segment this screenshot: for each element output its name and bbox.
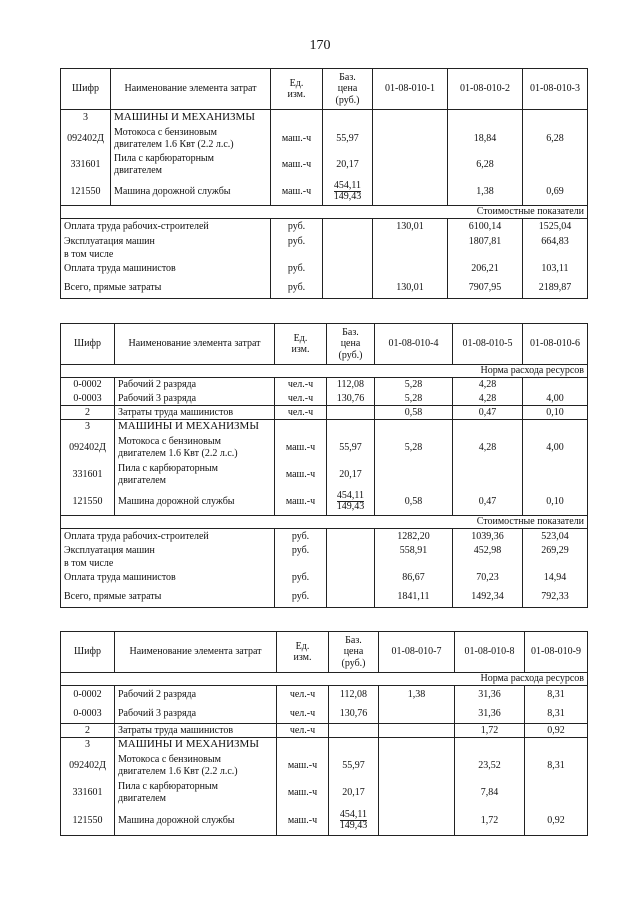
price-cell: 55,97 (329, 752, 379, 780)
table-row (61, 738, 588, 752)
header-col-5: 01-08-010-5 (453, 324, 523, 365)
price-cell: 20,17 (327, 462, 375, 488)
value-cell (373, 152, 448, 178)
value-cell: 1,72 (455, 806, 525, 836)
table-row (61, 806, 588, 836)
header-unit: Ед. изм. (275, 324, 327, 365)
name-cell: Оплата труда машинистов (61, 262, 271, 277)
resource-table-1 (60, 68, 588, 299)
value-cell: 31,36 (455, 686, 525, 704)
table-row (61, 249, 588, 262)
value-cell: 1492,34 (453, 586, 523, 608)
header-unit: Ед. изм. (277, 632, 329, 673)
value-cell: 103,11 (523, 262, 588, 277)
header-col-6: 01-08-010-6 (523, 324, 588, 365)
value-cell (375, 462, 453, 488)
caption-row (61, 516, 588, 529)
value-cell: 5,28 (375, 392, 453, 406)
header-price: Баз. цена (руб.) (327, 324, 375, 365)
price-cell: 55,97 (323, 126, 373, 152)
name-cell: Машина дорожной службы (111, 178, 271, 206)
name-cell: в том числе (61, 558, 275, 571)
costs-caption: Стоимостные показатели (61, 206, 588, 219)
table-row (61, 780, 588, 806)
table-row (61, 152, 588, 178)
table-row (61, 277, 588, 299)
value-cell: 0,47 (453, 488, 523, 516)
value-cell (379, 752, 455, 780)
caption-row (61, 206, 588, 219)
name-cell: Мотокоса с бензиновым двигателем 1.6 Квт (2.2 л.с.) (115, 434, 275, 462)
value-cell (379, 780, 455, 806)
code-cell: 3 (61, 110, 111, 126)
table-row (61, 392, 588, 406)
name-cell: Затраты труда машинистов (115, 724, 277, 738)
value-cell (379, 806, 455, 836)
table-row (61, 571, 588, 586)
name-cell: Мотокоса с бензиновым двигателем 1.6 Квт (2.2 л.с.) (115, 752, 277, 780)
unit-cell: руб. (271, 277, 323, 299)
name-cell: Пила с карбюраторным двигателем (115, 462, 275, 488)
name-cell: Оплата труда рабочих-строителей (61, 219, 271, 235)
value-cell: 0,92 (525, 724, 588, 738)
unit-cell: руб. (275, 586, 327, 608)
code-cell: 092402Д (61, 752, 115, 780)
value-cell: 7907,95 (448, 277, 523, 299)
header-name: Наименование элемента затрат (111, 69, 271, 110)
caption-row (61, 365, 588, 378)
value-cell: 8,31 (525, 704, 588, 724)
value-cell: 6,28 (448, 152, 523, 178)
name-cell: Машина дорожной службы (115, 806, 277, 836)
resource-table-2 (60, 323, 588, 608)
value-cell: 664,83 (523, 235, 588, 249)
header-col-9: 01-08-010-9 (525, 632, 588, 673)
code-cell: 121550 (61, 806, 115, 836)
table-header-row (61, 324, 588, 365)
price-cell: 112,08 (327, 378, 375, 392)
price-cell: 20,17 (323, 152, 373, 178)
header-col-4: 01-08-010-4 (375, 324, 453, 365)
value-cell: 4,28 (453, 434, 523, 462)
table-row (61, 686, 588, 704)
unit-cell: маш.-ч (277, 780, 329, 806)
table-row (61, 704, 588, 724)
name-cell: Пила с карбюраторным двигателем (111, 152, 271, 178)
norms-caption: Норма расхода ресурсов (61, 673, 588, 686)
value-cell: 0,47 (453, 406, 523, 420)
code-cell: 121550 (61, 178, 111, 206)
unit-cell: чел.-ч (277, 724, 329, 738)
table-row (61, 178, 588, 206)
code-cell: 092402Д (61, 434, 115, 462)
value-cell: 23,52 (455, 752, 525, 780)
name-cell: Мотокоса с бензиновым двигателем 1.6 Квт (2.2 л.с.) (111, 126, 271, 152)
section-title: МАШИНЫ И МЕХАНИЗМЫ (111, 110, 271, 126)
unit-cell: маш.-ч (277, 752, 329, 780)
code-cell: 0-0002 (61, 378, 115, 392)
value-cell: 4,00 (523, 392, 588, 406)
code-cell: 0-0003 (61, 704, 115, 724)
value-cell: 1,38 (448, 178, 523, 206)
price-cell: 112,08 (329, 686, 379, 704)
value-cell (453, 462, 523, 488)
value-cell: 1,72 (455, 724, 525, 738)
name-cell: Затраты труда машинистов (115, 406, 275, 420)
header-code: Шифр (61, 632, 115, 673)
table-row (61, 558, 588, 571)
unit-cell: чел.-ч (277, 704, 329, 724)
table-row (61, 529, 588, 544)
value-cell (525, 780, 588, 806)
price-cell: 130,76 (327, 392, 375, 406)
value-cell: 4,00 (523, 434, 588, 462)
name-cell: Всего, прямые затраты (61, 586, 275, 608)
code-cell: 2 (61, 724, 115, 738)
unit-cell: чел.-ч (275, 392, 327, 406)
value-cell: 269,29 (523, 544, 588, 558)
value-cell: 452,98 (453, 544, 523, 558)
section-title: МАШИНЫ И МЕХАНИЗМЫ (115, 738, 277, 752)
name-cell: Всего, прямые затраты (61, 277, 271, 299)
header-col-7: 01-08-010-7 (379, 632, 455, 673)
table-row (61, 434, 588, 462)
section-title: МАШИНЫ И МЕХАНИЗМЫ (115, 420, 275, 434)
header-unit: Ед. изм. (271, 69, 323, 110)
value-cell: 1282,20 (375, 529, 453, 544)
value-cell: 1807,81 (448, 235, 523, 249)
value-cell: 6,28 (523, 126, 588, 152)
table-row (61, 420, 588, 434)
table-header-row (61, 632, 588, 673)
name-cell: Рабочий 2 разряда (115, 686, 277, 704)
unit-cell: маш.-ч (277, 806, 329, 836)
value-cell: 4,28 (453, 392, 523, 406)
costs-caption: Стоимостные показатели (61, 516, 588, 529)
unit-cell: маш.-ч (275, 488, 327, 516)
value-cell (379, 704, 455, 724)
name-cell: Рабочий 3 разряда (115, 392, 275, 406)
price-cell: $\frac{454,11}{149,43}$ (329, 806, 379, 836)
price-cell: 55,97 (327, 434, 375, 462)
unit-cell: маш.-ч (275, 462, 327, 488)
value-cell: 1,38 (379, 686, 455, 704)
value-cell: 0,58 (375, 406, 453, 420)
unit-cell: маш.-ч (271, 152, 323, 178)
name-cell: Оплата труда машинистов (61, 571, 275, 586)
name-cell: Эксплуатация машин (61, 544, 275, 558)
value-cell: 18,84 (448, 126, 523, 152)
value-cell: 1841,11 (375, 586, 453, 608)
header-price: Баз. цена (руб.) (329, 632, 379, 673)
name-cell: Пила с карбюраторным двигателем (115, 780, 277, 806)
code-cell: 092402Д (61, 126, 111, 152)
header-col-1: 01-08-010-1 (373, 69, 448, 110)
code-cell: 3 (61, 420, 115, 434)
table-row (61, 752, 588, 780)
header-code: Шифр (61, 324, 115, 365)
unit-cell: руб. (271, 235, 323, 249)
value-cell (373, 235, 448, 249)
value-cell: 5,28 (375, 378, 453, 392)
name-cell: Рабочий 3 разряда (115, 704, 277, 724)
code-cell: 331601 (61, 780, 115, 806)
header-code: Шифр (61, 69, 111, 110)
value-cell: 7,84 (455, 780, 525, 806)
table-header-row (61, 69, 588, 110)
value-cell: 86,67 (375, 571, 453, 586)
table-row (61, 262, 588, 277)
code-cell: 3 (61, 738, 115, 752)
value-cell (373, 126, 448, 152)
header-col-2: 01-08-010-2 (448, 69, 523, 110)
header-name: Наименование элемента затрат (115, 632, 277, 673)
value-cell: 0,92 (525, 806, 588, 836)
value-cell: 130,01 (373, 277, 448, 299)
value-cell: 0,69 (523, 178, 588, 206)
unit-cell: чел.-ч (275, 378, 327, 392)
code-cell: 121550 (61, 488, 115, 516)
value-cell: 14,94 (523, 571, 588, 586)
table-row (61, 488, 588, 516)
value-cell (373, 178, 448, 206)
value-cell: 31,36 (455, 704, 525, 724)
name-cell: Оплата труда рабочих-строителей (61, 529, 275, 544)
price-cell: 130,76 (329, 704, 379, 724)
resource-table-3 (60, 631, 588, 836)
table-row (61, 110, 588, 126)
value-cell: 2189,87 (523, 277, 588, 299)
unit-cell: маш.-ч (275, 434, 327, 462)
name-cell: Эксплуатация машин (61, 235, 271, 249)
header-col-8: 01-08-010-8 (455, 632, 525, 673)
value-cell: 0,10 (523, 406, 588, 420)
code-cell: 0-0002 (61, 686, 115, 704)
code-cell: 2 (61, 406, 115, 420)
unit-cell: руб. (271, 262, 323, 277)
name-cell: Рабочий 2 разряда (115, 378, 275, 392)
table-row (61, 219, 588, 235)
unit-cell: маш.-ч (271, 126, 323, 152)
value-cell: 0,10 (523, 488, 588, 516)
unit-cell: руб. (275, 529, 327, 544)
value-cell (523, 378, 588, 392)
value-cell: 130,01 (373, 219, 448, 235)
value-cell: 6100,14 (448, 219, 523, 235)
value-cell: 8,31 (525, 686, 588, 704)
table-row (61, 724, 588, 738)
code-cell: 331601 (61, 152, 111, 178)
header-name: Наименование элемента затрат (115, 324, 275, 365)
value-cell: 1039,36 (453, 529, 523, 544)
unit-cell: руб. (271, 219, 323, 235)
table-row (61, 235, 588, 249)
page-number: 170 (309, 38, 331, 53)
value-cell: 523,04 (523, 529, 588, 544)
price-cell: $\frac{454,11}{149,43}$ (323, 178, 373, 206)
code-cell: 331601 (61, 462, 115, 488)
value-cell: 206,21 (448, 262, 523, 277)
table-row (61, 406, 588, 420)
value-cell (523, 462, 588, 488)
unit-cell: чел.-ч (275, 406, 327, 420)
value-cell: 70,23 (453, 571, 523, 586)
unit-cell: руб. (275, 571, 327, 586)
value-cell (523, 152, 588, 178)
table-row (61, 126, 588, 152)
name-cell: в том числе (61, 249, 271, 262)
value-cell (373, 262, 448, 277)
value-cell: 5,28 (375, 434, 453, 462)
price-cell: 20,17 (329, 780, 379, 806)
code-cell: 0-0003 (61, 392, 115, 406)
header-col-3: 01-08-010-3 (523, 69, 588, 110)
table-row (61, 378, 588, 392)
value-cell: 558,91 (375, 544, 453, 558)
unit-cell: руб. (275, 544, 327, 558)
table-row (61, 586, 588, 608)
value-cell (379, 724, 455, 738)
value-cell: 8,31 (525, 752, 588, 780)
unit-cell: чел.-ч (277, 686, 329, 704)
norms-caption: Норма расхода ресурсов (61, 365, 588, 378)
value-cell: 792,33 (523, 586, 588, 608)
unit-cell: маш.-ч (271, 178, 323, 206)
header-price: Баз. цена (руб.) (323, 69, 373, 110)
caption-row (61, 673, 588, 686)
price-cell: $\frac{454,11}{149,43}$ (327, 488, 375, 516)
name-cell: Машина дорожной службы (115, 488, 275, 516)
value-cell: 1525,04 (523, 219, 588, 235)
table-row (61, 462, 588, 488)
table-row (61, 544, 588, 558)
value-cell: 0,58 (375, 488, 453, 516)
value-cell: 4,28 (453, 378, 523, 392)
